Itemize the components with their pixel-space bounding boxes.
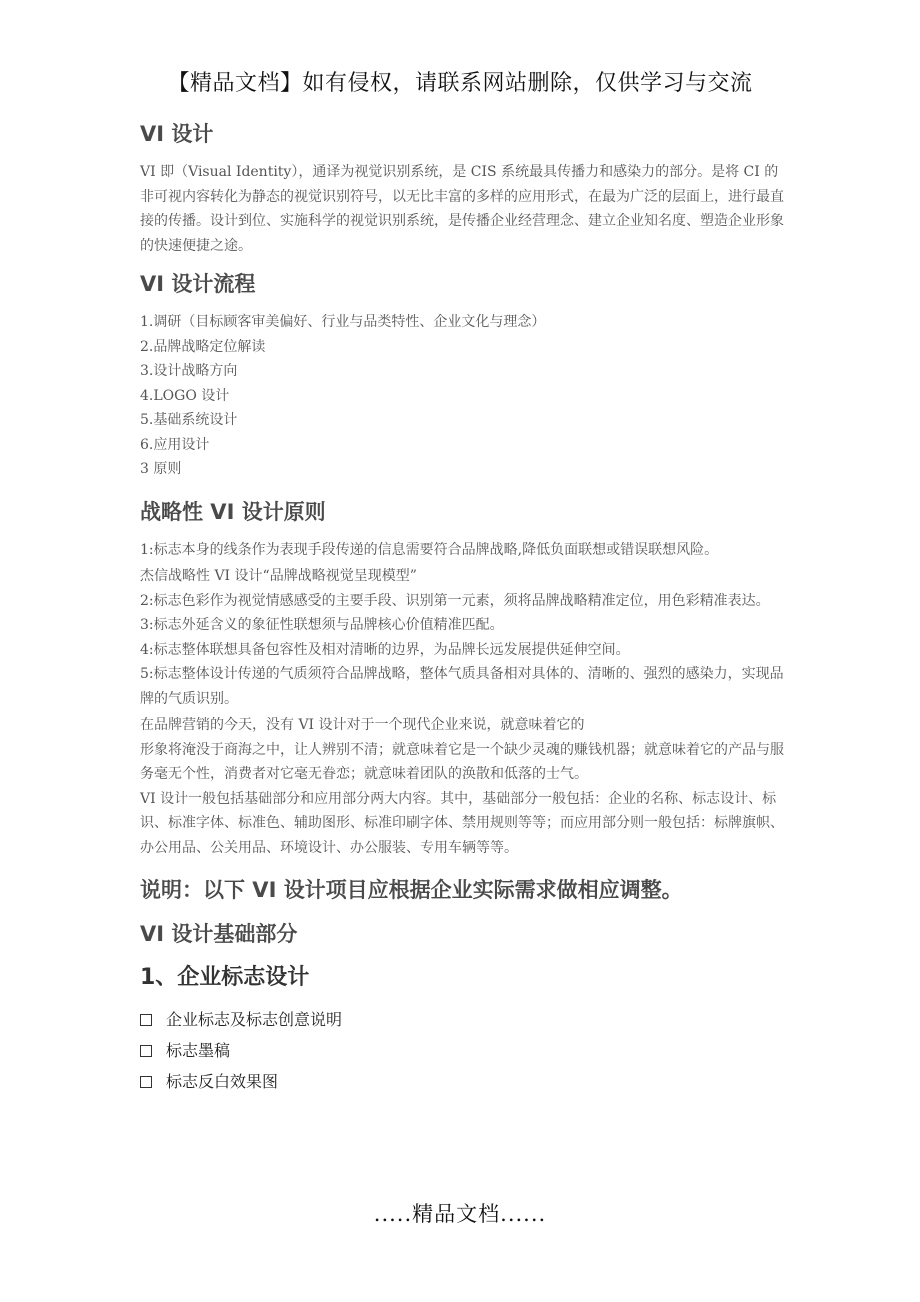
list-item-label: 企业标志及标志创意说明: [166, 1010, 343, 1029]
section-heading-logo: 1、企业标志设计: [140, 965, 310, 990]
page-footer: .....精品文档......: [373, 1202, 547, 1226]
section-heading-base: VI 设计基础部分: [140, 922, 298, 946]
strategy-paragraph: 5:标志整体设计传递的气质须符合品牌战略，整体气质具备相对具体的、清晰的、强烈的感染力，实现品牌的气质识别。: [140, 666, 784, 707]
strategy-paragraph: 2:标志色彩作为视觉情感感受的主要手段、识别第一元素，须将品牌战略精准定位，用色彩精准表达。: [140, 592, 770, 609]
list-item-label: 标志反白效果图: [166, 1072, 279, 1091]
process-item: 3.设计战略方向: [140, 363, 238, 379]
logo-checklist: [140, 1004, 790, 1097]
strategy-paragraph: 形象将淹没于商海之中，让人辨别不清；就意味着它是一个缺少灵魂的赚钱机器；就意味着它的产品与服务毫无个性，消费者对它毫无眷恋；就意味着团队的涣散和低落的士气。: [140, 741, 784, 782]
checkbox-icon: [140, 1076, 152, 1088]
strategy-paragraph: 在品牌营销的今天，没有 VI 设计对于一个现代企业来说，就意味着它的: [140, 717, 585, 733]
process-list: [140, 310, 790, 482]
strategy-paragraph: 杰信战略性 VI 设计“品牌战略视觉呈现模型”: [140, 568, 417, 584]
strategy-paragraph: 1:标志本身的线条作为表现手段传递的信息需要符合品牌战略,降低负面联想或错误联想风险。: [140, 541, 719, 558]
document-body: [140, 118, 790, 1097]
list-item: [140, 1035, 790, 1066]
section-heading-note: 说明：以下 VI 设计项目应根据企业实际需求做相应调整。: [140, 878, 683, 902]
page-header: 【精品文档】如有侵权，请联系网站删除，仅供学习与交流: [167, 71, 753, 96]
process-item: 4.LOGO 设计: [140, 387, 230, 404]
section-heading-vi-design: VI 设计: [140, 122, 214, 146]
process-item: 5.基础系统设计: [140, 412, 238, 428]
strategy-paragraph: 3:标志外延含义的象征性联想须与品牌核心价值精准匹配。: [140, 617, 504, 633]
process-item: 3 原则: [140, 461, 182, 477]
vi-design-paragraph: VI 即（Visual Identity），通译为视觉识别系统，是 CIS 系统最具传播力和感染力的部分。是将 CI 的非可视内容转化为静态的视觉识别符号，以无比丰富的多样的应用形式，在最为广泛的层面上，进行最直接的传播。设计到位、实施科学的视觉识别系统，是传播企业经营理念、建立企业知名度、塑造企业形象的快速便捷之途。: [140, 164, 784, 254]
list-item-label: 标志墨稿: [166, 1041, 231, 1060]
checkbox-icon: [140, 1014, 152, 1026]
process-item: 1.调研（目标顾客审美偏好、行业与品类特性、企业文化与理念）: [140, 314, 546, 330]
section-heading-strategy: 战略性 VI 设计原则: [140, 499, 326, 524]
process-item: 6.应用设计: [140, 436, 210, 453]
checkbox-icon: [140, 1045, 152, 1057]
strategy-paragraph: VI 设计一般包括基础部分和应用部分两大内容。其中，基础部分一般包括：企业的名称、标志设计、标识、标准字体、标准色、辅助图形、标准印刷字体、禁用规则等等；而应用部分则一般包括：标牌旗帜、办公用品、公关用品、环境设计、办公服装、专用车辆等等。: [140, 790, 784, 856]
process-item: 2.品牌战略定位解读: [140, 338, 266, 355]
list-item: [140, 1004, 790, 1035]
section-heading-process: VI 设计流程: [140, 272, 256, 296]
strategy-paragraph: 4:标志整体联想具备包容性及相对清晰的边界，为品牌长远发展提供延伸空间。: [140, 641, 630, 658]
list-item: [140, 1066, 790, 1097]
